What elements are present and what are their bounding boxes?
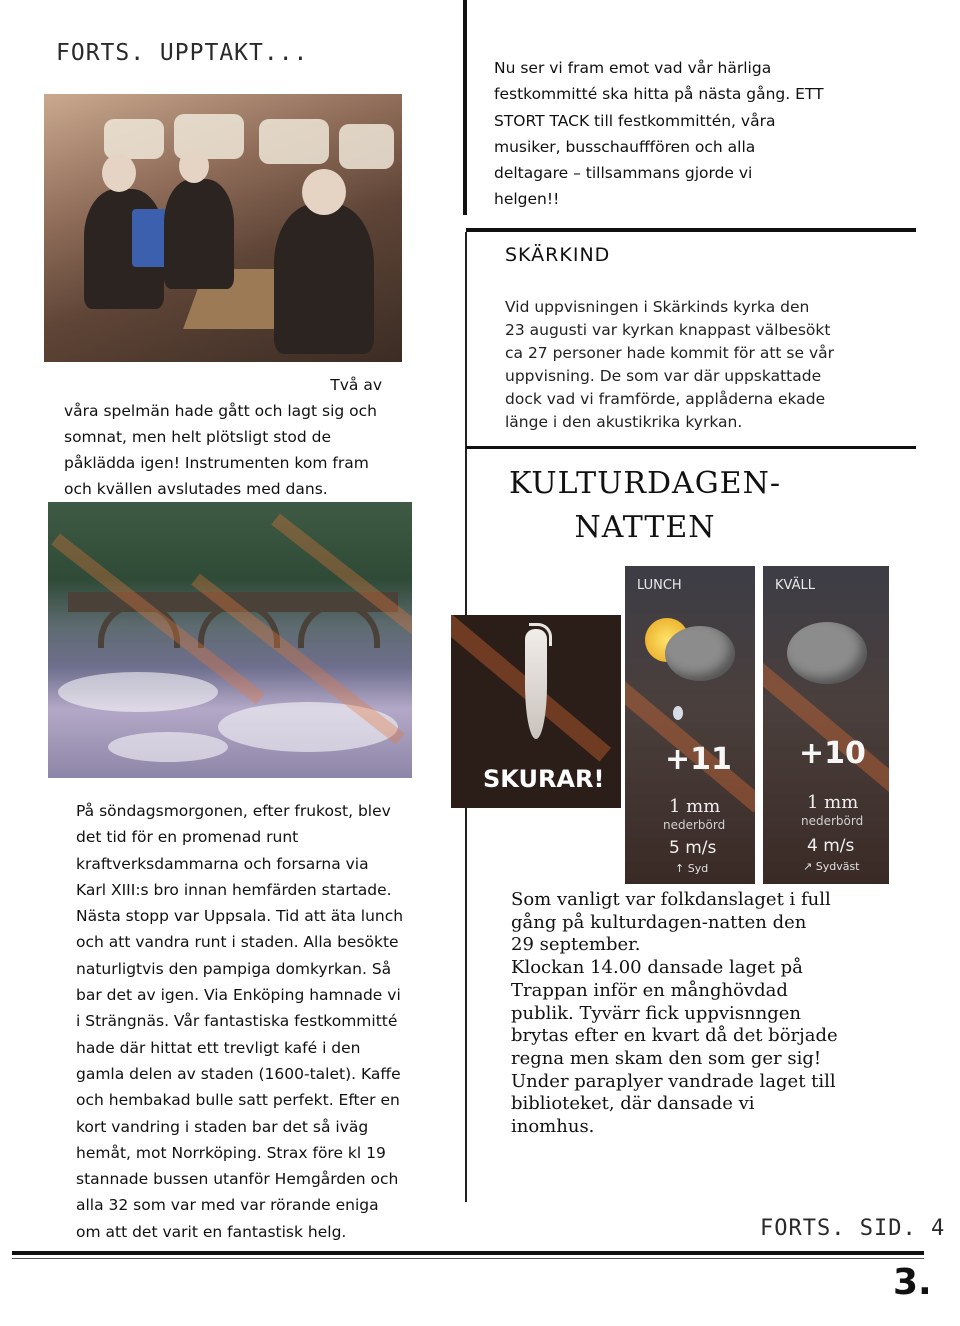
kulturdagen-line: Som vanligt var folkdanslaget i full <box>511 889 831 910</box>
kulturdagen-line: Trappan inför en månghövdad <box>511 979 788 1001</box>
photo-caption <box>64 372 382 502</box>
skarkind-line: ca 27 personer hade kommit för att se vår <box>505 344 835 362</box>
thanks-line: musiker, busschaufffören och alla <box>494 137 756 156</box>
showers-label: SKURAR! <box>483 765 605 793</box>
story-line: Karl XIII:s bro innan hemfärden startade. <box>76 880 392 899</box>
cloud-icon <box>665 626 735 681</box>
musician-head <box>302 169 346 215</box>
raindrop-icon <box>673 706 683 720</box>
skarkind-line: Vid uppvisningen i Skärkinds kyrka den <box>505 298 810 316</box>
showers-clipping <box>451 615 621 808</box>
footer-rule <box>12 1258 924 1259</box>
story-line: bar det av igen. Via Enköping hamnade vi <box>76 986 401 1005</box>
musician-head <box>102 154 136 192</box>
story-line: gamla delen av staden (1600-talet). Kaffe <box>76 1064 401 1083</box>
story-line: På söndagsmorgonen, efter frukost, blev <box>76 802 391 820</box>
story-line: naturligtvis den pampiga domkyrkan. Så <box>76 959 392 978</box>
weather-lunch-panel <box>625 566 755 884</box>
thanks-line: deltagare – tillsammans gjorde vi <box>494 164 753 183</box>
continued-header: FORTS. UPPTAKT... <box>56 40 309 66</box>
foam <box>58 672 218 712</box>
skarkind-line: länge i den akustikrika kyrkan. <box>505 413 743 431</box>
boat-window <box>259 119 329 164</box>
story-line: och att vandra runt i staden. Alla besökte <box>76 933 399 952</box>
story-line: och hembakad bulle satt perfekt. Efter en <box>76 1091 400 1110</box>
boat-window <box>104 119 164 159</box>
cloud-icon <box>787 622 867 684</box>
story-line: hemåt, mot Norrköping. Strax före kl 19 <box>76 1143 386 1162</box>
evening-precipitation: 1 mm <box>807 792 859 813</box>
story-line: stannade bussen utanför Hemgården och <box>76 1170 399 1189</box>
kulturdagen-line: 29 september. <box>511 934 641 956</box>
section-rule <box>466 446 916 449</box>
caption-line: påklädda igen! Instrumenten kom fram <box>64 454 369 472</box>
sunday-story <box>76 798 406 1245</box>
weather-evening-panel <box>763 566 889 884</box>
lunch-label: LUNCH <box>637 578 682 593</box>
kulturdagen-line: Klockan 14.00 dansade laget på <box>511 957 803 979</box>
story-line: hade där hittat ett trevligt kafé i den <box>76 1038 361 1057</box>
story-line: om att det varit en fantastisk helg. <box>76 1222 347 1241</box>
caption-line: Två av <box>330 376 382 394</box>
thanks-line: festkommitté ska hitta på nästa gång. ETT <box>494 85 824 104</box>
kulturdagen-line: gång på kulturdagen-natten den <box>511 911 807 933</box>
skarkind-paragraph <box>505 296 845 434</box>
thanks-line: STORT TACK till festkommittén, våra <box>494 111 776 130</box>
skarkind-line: dock vad vi framförde, applåderna ekade <box>505 390 826 408</box>
kulturdagen-line: Under paraplyer vandrade laget till <box>511 1070 836 1092</box>
foam <box>108 732 228 762</box>
kulturdagen-line: brytas efter en kvart då det började <box>511 1025 838 1047</box>
lunch-temperature: +11 <box>665 742 732 777</box>
lunch-wind-direction: ↑ Syd <box>675 862 709 875</box>
story-line: alla 32 som var med var rörande eniga <box>76 1196 379 1215</box>
skarkind-heading: SKÄRKIND <box>505 244 611 266</box>
caption-line: och kvällen avslutades med dans. <box>64 480 328 498</box>
skarkind-line: uppvisning. De som var där uppskattade <box>505 367 822 385</box>
kulturdagen-line: regna men skam den som ger sig! <box>511 1047 822 1069</box>
evening-wind: 4 m/s <box>807 836 855 856</box>
thanks-line: helgen!! <box>494 190 560 209</box>
story-line: kort vandring i staden bar det så iväg <box>76 1117 369 1136</box>
column-divider <box>463 0 467 215</box>
continued-on-page-note: FORTS. SID. 4 <box>760 1216 946 1241</box>
evening-precipitation-label: nederbörd <box>801 814 864 828</box>
story-line: det tid för en promenad runt <box>76 828 299 847</box>
skarkind-line: 23 augusti var kyrkan knappast välbesökt <box>505 321 831 339</box>
story-line: i Strängnäs. Vår fantastiska festkommitté <box>76 1012 398 1031</box>
umbrella-icon <box>525 629 547 739</box>
lunch-precipitation-label: nederbörd <box>663 818 726 832</box>
kulturdagen-paragraph <box>511 889 851 1139</box>
light-streak <box>625 657 755 812</box>
evening-temperature: +10 <box>799 736 866 771</box>
thanks-line: Nu ser vi fram emot vad vår härliga <box>494 59 772 77</box>
evening-label: KVÄLL <box>775 578 815 593</box>
musician-figure <box>164 179 234 289</box>
caption-line: våra spelmän hade gått och lagt sig och <box>64 402 377 420</box>
kulturdagen-line: publik. Tyvärr fick uppvisnngen <box>511 1002 801 1024</box>
story-line: kraftverksdammarna och forsarna via <box>76 854 369 873</box>
story-line: Nästa stopp var Uppsala. Tid att äta lunch <box>76 907 404 926</box>
kulturdagen-heading-line: NATTEN <box>574 510 716 545</box>
section-rule <box>466 228 916 232</box>
footer-rule <box>12 1251 924 1255</box>
kulturdagen-heading <box>490 462 800 550</box>
kulturdagen-heading-line: KULTURDAGEN- <box>509 466 781 501</box>
kulturdagen-line: inomhus. <box>511 1116 595 1138</box>
lunch-precipitation: 1 mm <box>669 796 721 817</box>
evening-wind-direction: ↗ Sydväst <box>803 860 860 873</box>
musicians-photo <box>44 94 402 362</box>
lunch-wind: 5 m/s <box>669 838 717 858</box>
musician-figure <box>274 204 374 354</box>
musician-head <box>179 149 209 183</box>
caption-line: somnat, men helt plötsligt stod de <box>64 428 331 446</box>
river-photo <box>48 502 412 778</box>
page-number: 3. <box>893 1262 932 1303</box>
boat-window <box>339 124 394 169</box>
kulturdagen-line: biblioteket, där dansade vi <box>511 1093 755 1115</box>
thanks-paragraph <box>494 55 844 213</box>
